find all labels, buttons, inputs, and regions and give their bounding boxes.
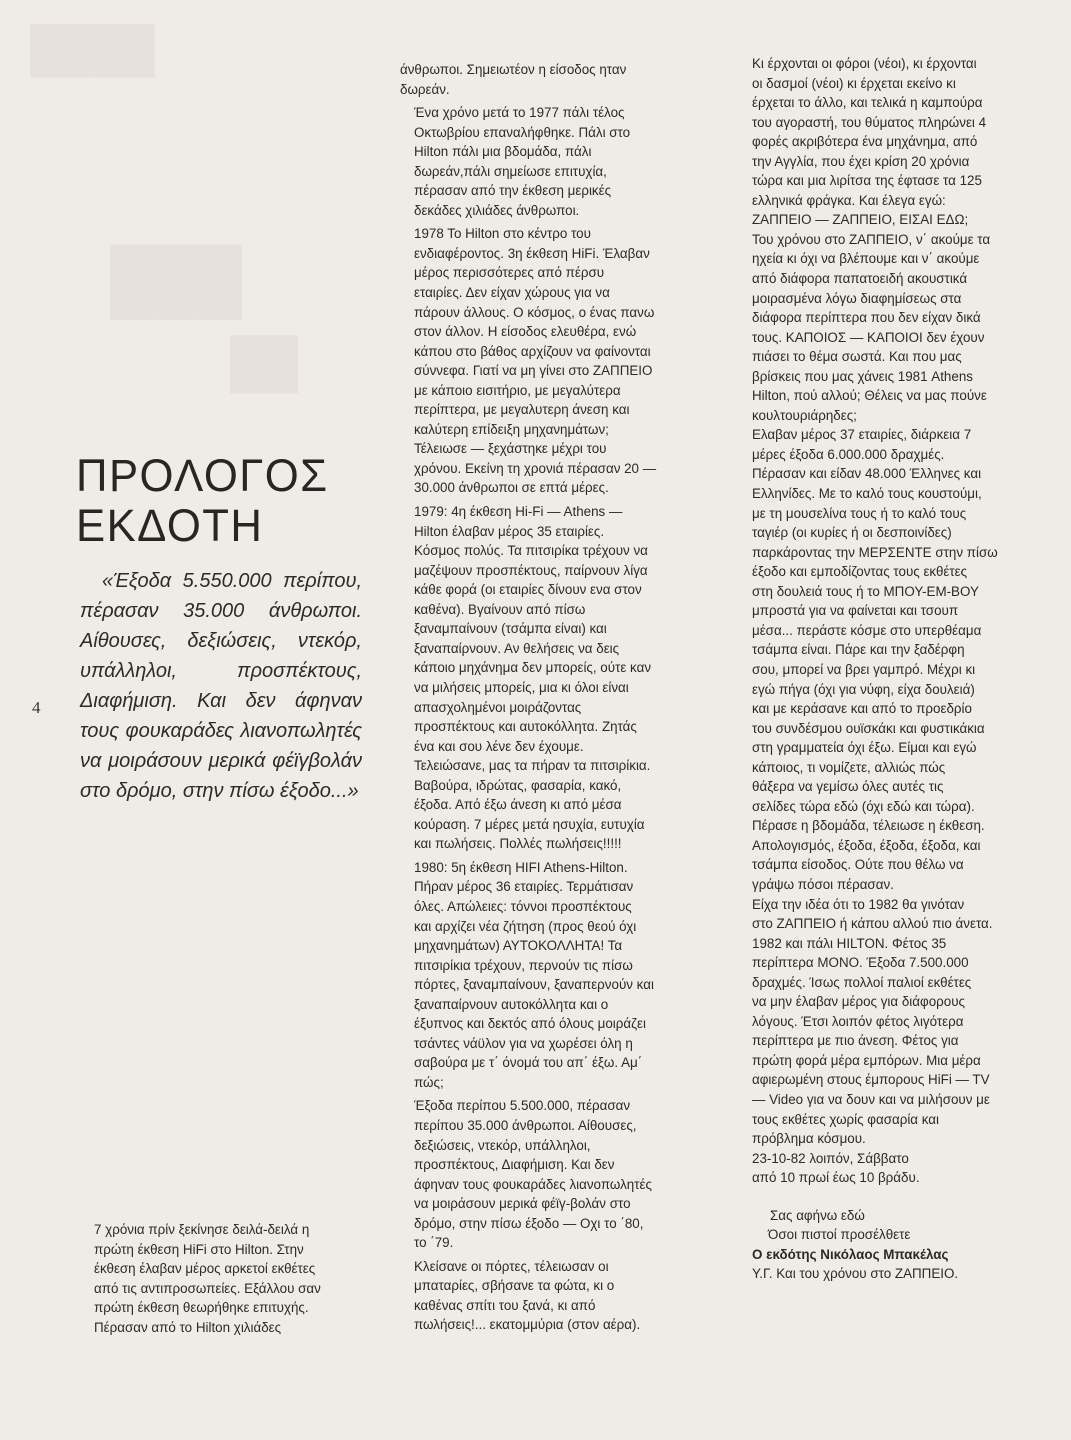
text-line: οι δασμοί (νέοι) κι έρχεται εκείνο κι (752, 75, 956, 91)
text-line: πέρασαν από την έκθεση μερικές (414, 183, 612, 199)
text-line: και αρχίζει νέα ζήτηση (προς θεού όχι (414, 918, 637, 934)
text-line: θάξερα να γεμίσω όλες αυτές τις (752, 779, 944, 795)
text-line: 1982 και πάλι HILTON. Φέτος 35 (752, 935, 947, 951)
text-line: σαβούρα με τ΄ όνομά του απ΄ έξω. Αμ΄ (414, 1055, 643, 1071)
text-line: κάποιος, τι νομίζετε, αλλιώς πώς (752, 759, 946, 775)
text-line: μέρες έξοδα 6.000.000 δραχμές. (752, 446, 945, 462)
column-2-paragraph (400, 1257, 705, 1335)
text-line: τους εκθέτες χωρίς φασαρία και (752, 1111, 940, 1127)
text-line: πωλήσεις!... εκατομμύρια (στον αέρα). (414, 1317, 641, 1333)
text-line: εγώ πήγα (όχι για νύφη, είχα δουλειά) (752, 681, 975, 697)
text-line: πρώτη έκθεση HiFi στο Hilton. Στην (94, 1241, 304, 1257)
text-line: σύννεφα. Γιατί να μη γίνει στο ΖΑΠΠΕΙΟ (414, 363, 653, 379)
text-line: έρχεται το άλλο, και τελικά η καμπούρα (752, 95, 983, 111)
text-line: πόρτες, ξαναμπαίνουν, ξαναπερνούν και (414, 977, 654, 993)
headline-line-1: ΠΡΟΛΟΓΟΣ (76, 450, 329, 501)
text-line: πιτσιρίκια τρέχουν, περνούν τις πίσω (414, 957, 633, 973)
text-line: Hilton έλαβαν μέρος 35 εταιρίες. (414, 523, 605, 539)
text-line: πιάσει το θέμα σωστά. Και που μας (752, 349, 962, 365)
text-line: απασχολημένοι μοιράζοντας (414, 699, 582, 715)
text-line: κάποιο μηχάνημα δεν μπορείς, ούτε καν (414, 660, 652, 676)
text-line: περίπτερα ΜΟΝΟ. Έξοδα 7.500.000 (752, 955, 969, 971)
text-line: κάπου στο βάθος αρχίζουν να φαίνονται (414, 343, 651, 359)
text-line: σου, μπορεί να βρει γαμπρό. Μέχρι κι (752, 661, 976, 677)
text-line: με τη μουσελίνα τους ή το καλό τους (752, 505, 967, 521)
text-line: δωρεάν. (400, 81, 450, 97)
text-line: καθένας σπίτι του ξανά, κι από (414, 1297, 596, 1313)
text-line: στο ΖΑΠΠΕΙΟ ή κάπου αλλού πιο άνετα. (752, 916, 993, 932)
text-line: πρώτη έκθεση θεωρήθηκε επιτυχής. (94, 1300, 309, 1316)
text-line: άφηναν τους φουκαράδες λιανοπωλητές (414, 1176, 652, 1192)
text-line: να μοιράσουν μερικά φέϊγ-βολάν στο (414, 1196, 631, 1212)
text-line: του συνδέσμου ουϊσκάκι και φυστικάκια (752, 720, 985, 736)
page-number: 4 (32, 698, 41, 717)
text-line: 1978 Το Hilton στο κέντρο του (414, 226, 591, 242)
text-line: ηχεία κι όχι να βλέπουμε και ν΄ ακούμε (752, 251, 980, 267)
text-line: δεκάδες χιλιάδες άνθρωποι. (414, 202, 580, 218)
text-line: να μην έλαβαν μέρος για διάφορους (752, 994, 965, 1010)
text-line: δωρεάν,πάλι σημείωσε επιτυχία, (414, 163, 607, 179)
text-line: πώς; (414, 1074, 444, 1090)
text-line: μαζέψουν προσπέκτους, παίρνουν λίγα (414, 562, 648, 578)
text-line: εταιρίες. Δεν είχαν χώρους για να (414, 285, 610, 301)
text-line: μηχανημάτων) ΑΥΤΟΚΟΛΛΗΤΑ! Τα (414, 938, 623, 954)
text-line: λόγους. Έτσι λοιπόν φέτος λιγότερα (752, 1013, 964, 1029)
text-line: από διάφορα παπατοειδή ακουστικά (752, 271, 968, 287)
text-line: Είχα την ιδέα ότι το 1982 θα γινόταν (752, 896, 965, 912)
text-line: δρόμο, στην πίσω έξοδο — Οχι το ΄80, (414, 1215, 644, 1231)
text-line: όλες. Απώλειες: τόννοι προσπέκτους (414, 898, 632, 914)
text-line: τσάντες νάϋλον για να χωρέσει όλη η (414, 1035, 633, 1051)
text-line: γράψω πόσοι πέρασαν. (752, 876, 894, 892)
text-line: κούραση. 7 μέρες μετά ησυχία, ευτυχία (414, 816, 645, 832)
text-line: περίπτερα με πιο άνεση. Φέτος για (752, 1033, 959, 1049)
text-line: έξυπνος και δεκτός από όλους μοιράζει (414, 1016, 646, 1032)
text-line: δραχμές. Ίσως πολλοί παλιοί εκθέτες (752, 974, 972, 990)
text-line: πρώτη φορά μέρα εμπόρων. Μια μέρα (752, 1052, 981, 1068)
text-line: Hilton, πού αλλού; Θέλεις να μας πούνε (752, 388, 987, 404)
text-line: 23-10-82 λοιπόν, Σάββατο (752, 1150, 909, 1166)
text-line: χρόνου. Εκείνη τη χρονιά πέρασαν 20 — (414, 460, 657, 476)
text-line: τους. ΚΑΠΟΙΟΣ — ΚΑΠΟΙΟΙ δεν έχουν (752, 329, 985, 345)
column-2-paragraph (400, 1096, 705, 1252)
text-line: σελίδες τώρα εδώ (όχι εδώ και τώρα). (752, 798, 975, 814)
show-through-text-middle: ███ (110, 246, 242, 315)
text-line: ΖΑΠΠΕΙΟ — ΖΑΠΠΕΙΟ, ΕΙΣΑΙ ΕΔΩ; (752, 212, 969, 228)
text-line: παρκάροντας την ΜΕΡΣΕΝΤΕ στην πίσω (752, 544, 998, 560)
headline-line-2: ΕΚΔΟΤΗ (76, 500, 264, 551)
column-2-paragraph (400, 103, 705, 220)
publisher-name: Ο εκδότης Νικόλαος Μπακέλας (752, 1246, 949, 1262)
text-line: πρόβλημα κόσμου. (752, 1131, 866, 1147)
signature-block (752, 1206, 1071, 1284)
text-line: μπαταρίες, σβήσανε τα φώτα, κι ο (414, 1278, 615, 1294)
text-line: Ελληνίδες. Με το καλό τους κουστούμι, (752, 486, 982, 502)
text-line: τσάμπα είσοδος. Ούτε που θέλω να (752, 857, 964, 873)
text-line: Ένα χρόνο μετά το 1977 πάλι τέλος (414, 105, 625, 121)
column-1 (80, 1220, 380, 1337)
signature-line: Όσοι πιστοί προσέλθετε (768, 1227, 911, 1243)
text-line: στη δουλειά τους ή το ΜΠΟΥ-ΕΜ-ΒΟΥ (752, 583, 979, 599)
pull-quote: «Έξοδα 5.550.000 περίπου, πέρασαν 35.000 άνθρωποι. Αίθουσες, δεξιώσεις, ντεκόρ, υπάλληλοι, προσπέκτους, Διαφήμιση. Και δεν άφηναν τους φουκαράδες λιανοπωλητές να μοιράσουν μερικά φέϊγβολάν στο δρόμο, στην πίσω έξοδο...» (80, 570, 362, 802)
text-line: — Video για να δουν και να μιλήσουν με (752, 1091, 990, 1107)
text-line: φορές ακριβότερα ένα μηχάνημα, από (752, 134, 978, 150)
text-line: ενδιαφέροντος. 3η έκθεση HiFi. Έλαβαν (414, 245, 650, 261)
text-line: την Αγγλία, που έχει κρίση 20 χρόνια (752, 153, 970, 169)
column-2-paragraph (400, 502, 705, 854)
text-line: μπροστά για να φαίνεται και τσουπ (752, 603, 959, 619)
text-line: Οκτωβρίου επαναλήφθηκε. Πάλι στο (414, 124, 631, 140)
text-line: μέσα... περάστε κόσμε στο υπερθέαμα (752, 622, 982, 638)
text-line: έξοδο και εμποδίζοντας τους εκθέτες (752, 564, 968, 580)
text-line: Απολογισμός, έξοδα, έξοδα, έξοδα, και (752, 837, 981, 853)
article-headline (76, 451, 329, 551)
column-2-paragraph (400, 224, 705, 498)
text-line: Κόσμος πολύς. Τα πιτσιρίκα τρέχουν να (414, 543, 648, 559)
signature-line: Υ.Γ. Και του χρόνου στο ΖΑΠΠΕΙΟ. (752, 1266, 959, 1282)
text-line: κάθε φορά (οι εταιρίες δίνουν ενα στον (414, 582, 642, 598)
text-line: έκθεση έλαβαν μέρος αρκετοί εκθέτες (94, 1261, 316, 1277)
text-line: βρίσκεις που μας χάνεις 1981 Athens (752, 368, 973, 384)
text-line: Πέρασαν από το Hilton χιλιάδες (94, 1319, 282, 1335)
text-line: Hilton πάλι μια βδομάδα, πάλι (414, 144, 592, 160)
text-line: δεξιώσεις, ντεκόρ, υπάλληλοι, (414, 1137, 591, 1153)
column-2-paragraph (400, 60, 705, 99)
text-line: και πωλήσεις. Πολλές πωλήσεις!!!!! (414, 836, 622, 852)
text-line: ελληνικά φράγκα. Και έλεγα εγώ: (752, 192, 946, 208)
text-line: Έξοδα περίπου 5.500.000, πέρασαν (414, 1098, 631, 1114)
text-line: Ελαβαν μέρος 37 εταιρίες, διάρκεια 7 (752, 427, 972, 443)
column-3 (752, 54, 1071, 1284)
text-line: Πέρασε η βδομάδα, τέλειωσε η έκθεση. (752, 818, 985, 834)
text-line: 1979: 4η έκθεση Hi-Fi — Athens — (414, 504, 623, 520)
text-line: ξαναπαίρνουν. Αν θελήσεις να δεις (414, 640, 620, 656)
text-line: ταγιέρ (οι κυρίες ή οι δεσποινίδες) (752, 525, 952, 541)
text-line: περίπτερα, με μεγαλυτερη άνεση και (414, 402, 630, 418)
column-2-paragraph (400, 858, 705, 1093)
text-line: με κάποιο εισιτήριο, με μεγαλύτερα (414, 382, 621, 398)
text-line: προσπέκτους, Διαφήμιση. Και δεν (414, 1157, 615, 1173)
text-line: από τις αντιπροσωπείες. Εξάλλου σαν (94, 1280, 321, 1296)
text-line: να μιλήσεις μπορείς, μια κι όλοι είναι (414, 679, 629, 695)
text-line: στον άλλον. Η είσοδος ελευθέρα, ενώ (414, 324, 637, 340)
text-line: το ΄79. (414, 1235, 454, 1251)
text-line: άνθρωποι. Σημειωτέον η είσοδος ηταν (400, 62, 627, 77)
text-line: ξαναπαίρνουν αυτοκόλλητα και ο (414, 996, 609, 1012)
text-line: Κλείσανε οι πόρτες, τέλειωσαν οι (414, 1258, 609, 1274)
text-line: έξοδα. Από έξω άνεση κι από μέσα (414, 797, 622, 813)
col1-paragraph (80, 1220, 380, 1337)
text-line: του αγοραστή, του θύματος πληρώνει 4 (752, 114, 987, 130)
text-line: προσπέκτους και αυτοκόλλητα. Ζητάς (414, 719, 637, 735)
text-line: Πέρασαν και είδαν 48.000 Έλληνες και (752, 466, 982, 482)
text-line: στη γραμματεία όχι έξω. Είμαι και εγώ (752, 740, 977, 756)
text-line: Του χρόνου στο ΖΑΠΠΕΙΟ, ν΄ ακούμε τα (752, 231, 991, 247)
signature-line: Σας αφήνω εδώ (770, 1207, 865, 1223)
text-line: 7 χρόνια πρίν ξεκίνησε δειλά-δειλά η (94, 1222, 310, 1237)
text-line: μοιρασμένα λόγω διαφημίσεως στα (752, 290, 962, 306)
text-line: περίπου 35.000 άνθρωποι. Αίθουσες, (414, 1117, 637, 1133)
show-through-text-top: ████ (30, 25, 155, 74)
text-line: μέρος περισσότερες από πέρσυ (414, 265, 605, 281)
text-line: Βαβούρα, ιδρώτας, φασαρία, κακό, (414, 777, 622, 793)
text-line: διάφορα περίπτερα που δεν είχαν δικά (752, 310, 981, 326)
text-line: ένα και σου λένε δεν έχουμε. (414, 738, 584, 754)
text-line: πάρουν άλλους. Ο κόσμος, ο ένας πανω (414, 304, 655, 320)
text-line: από 10 πρωί έως 10 βράδυ. (752, 1170, 920, 1186)
text-line: καθένα). Βγαίνουν από πίσω (414, 601, 586, 617)
text-line: Τελειώσανε, μας τα πήραν τα πιτσιρίκια. (414, 758, 651, 774)
text-line: τσάμπα είναι. Πάρε και την ξαδέρφη (752, 642, 965, 658)
text-line: και με κεράσανε και από το προεδρίο (752, 701, 972, 717)
text-line: Τέλειωσε — ξεχάστηκε μέχρι του (414, 441, 607, 457)
text-line: ξαναμπαίνουν (τσάμπα είναι) και (414, 621, 607, 637)
text-line: καλύτερη επίδειξη μηχανημάτων; (414, 421, 609, 437)
text-line: 1980: 5η έκθεση HIFI Athens-Hilton. (414, 859, 628, 875)
text-line: τώρα και μια λιρίτσα της έφτασε τα 125 (752, 173, 982, 189)
text-line: αφιερωμένη στους έμπορους HiFi — TV (752, 1072, 990, 1088)
text-line: κουλτουριάρηδες; (752, 407, 857, 423)
show-through-text-lower: ██ (230, 337, 299, 390)
text-line: 30.000 άνθρωποι σε επτά μέρες. (414, 480, 609, 496)
column-2 (400, 60, 705, 1335)
text-line: Πήραν μέρος 36 εταιρίες. Τερμάτισαν (414, 879, 634, 895)
column-3-paragraph (752, 54, 1071, 1188)
text-line: Κι έρχονται οι φόροι (νέοι), κι έρχονται (752, 56, 977, 71)
